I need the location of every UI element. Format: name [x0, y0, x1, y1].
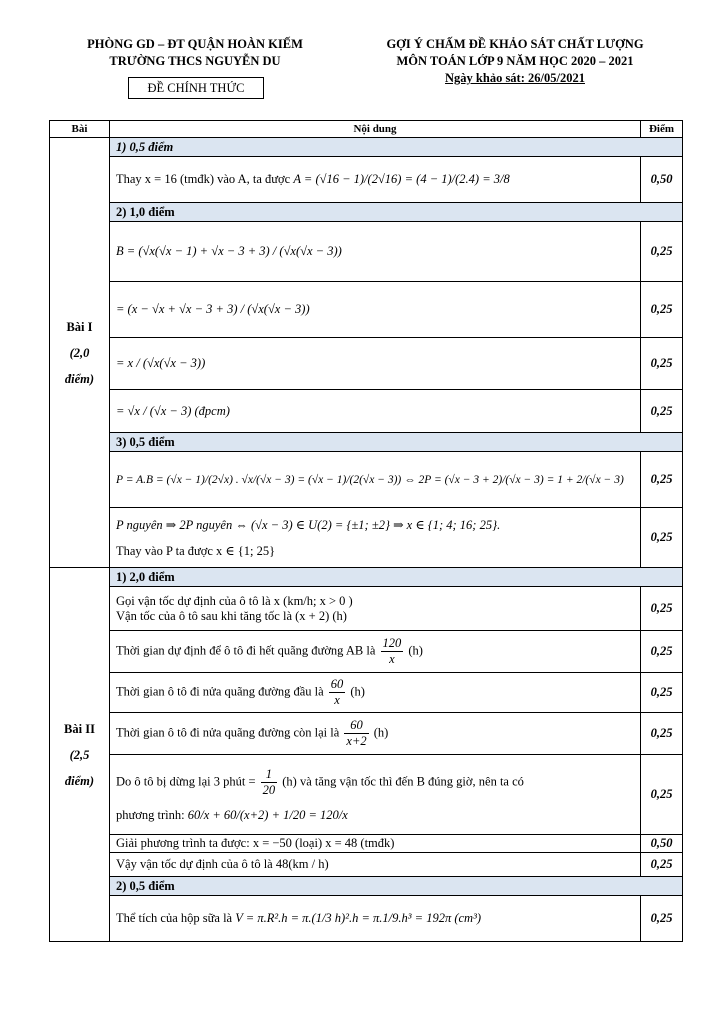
score-cell: 0,50 — [641, 835, 683, 853]
answer-line: Gọi vận tốc dự định của ô tô là x (km/h; x > 0 ) — [116, 593, 353, 608]
equation: = x / (√x(√x − 3)) — [110, 338, 641, 390]
bai2-points: (2,5 — [69, 747, 90, 762]
col-header-score: Điểm — [641, 121, 683, 138]
score-cell: 0,25 — [641, 896, 683, 942]
score-cell: 0,25 — [641, 713, 683, 755]
exam-subject: MÔN TOÁN LỚP 9 NĂM HỌC 2020 – 2021 — [396, 54, 634, 68]
col-header-content: Nội dung — [110, 121, 641, 138]
fraction: $\frac{1}{20}$ — [262, 766, 276, 797]
bai2-points2: điểm) — [64, 773, 95, 788]
fraction: $\frac{60}{x+2}$ — [346, 718, 367, 748]
equation: A = (√16 − 1)/(2√16) = (4 − 1)/(2.4) = 3/8 — [293, 172, 510, 186]
score-cell: 0,25 — [641, 755, 683, 835]
equation: 60/x + 60/(x+2) + 1/20 = 120/x — [187, 807, 348, 822]
score-cell: 0,25 — [641, 673, 683, 713]
answer-cell: Giải phương trình ta được: x = −50 (loại) x = 48 (tmđk) — [110, 835, 641, 853]
score-cell: 0,50 — [641, 157, 683, 203]
score-cell: 0,25 — [641, 222, 683, 282]
school-name: TRƯỜNG THCS NGUYỄN DU — [109, 54, 281, 68]
col-header-bai: Bài — [50, 121, 110, 138]
answer-cell — [110, 508, 641, 568]
score-cell: 0,25 — [641, 282, 683, 338]
answer-line: Vận tốc của ô tô sau khi tăng tốc là (x + 2) (h) — [116, 608, 347, 623]
section-header: 1) 2,0 điểm — [110, 568, 683, 587]
school-header — [40, 36, 350, 70]
equation: B = (√x(√x − 1) + √x − 3 + 3) / (√x(√x − 3)) — [110, 222, 641, 282]
answer-line: Do ô tô bị dừng lại 3 phút = $\frac{1}{20}$ (h) và tăng vận tốc thì đến B đúng giờ, nên ta có — [116, 766, 524, 797]
score-cell: 0,25 — [641, 853, 683, 877]
equation: = (x − √x + √x − 3 + 3) / (√x(√x − 3)) — [110, 282, 641, 338]
fraction: $\frac{120}{x}$ — [382, 636, 402, 666]
exam-title: GỢI Ý CHẤM ĐỀ KHẢO SÁT CHẤT LƯỢNG — [386, 37, 644, 51]
score-cell: 0,25 — [641, 508, 683, 568]
section-header: 3) 0,5 điểm — [110, 433, 683, 452]
answer-cell — [110, 755, 641, 835]
answer-line: Thay vào P ta được x ∈ {1; 25} — [116, 543, 276, 558]
score-cell: 0,25 — [641, 587, 683, 631]
bai2-name: Bài II — [64, 721, 95, 736]
answer-cell: Thời gian dự định để ô tô đi hết quãng đường AB là $\frac{120}{x}$ (h) — [110, 631, 641, 673]
bai1-points: (2,0 — [69, 345, 90, 360]
bai1-points2: điểm) — [64, 371, 95, 386]
answer-line: phương trình: 60/x + 60/(x+2) + 1/20 = 120/x — [116, 807, 348, 822]
department-name: PHÒNG GD – ĐT QUẬN HOÀN KIẾM — [87, 37, 303, 51]
official-badge: ĐỀ CHÍNH THỨC — [128, 77, 264, 99]
bai1-cell — [50, 138, 110, 568]
bai2-cell — [50, 568, 110, 942]
answer-cell: Thể tích của hộp sữa là V = π.R².h = π.(1/3 h)².h = π.1/9.h³ = 192π (cm³) — [110, 896, 641, 942]
section-header: 2) 0,5 điểm — [110, 877, 683, 896]
score-cell: 0,25 — [641, 338, 683, 390]
score-cell: 0,25 — [641, 390, 683, 433]
equation: V = π.R².h = π.(1/3 h)².h = π.1/9.h³ = 192π (cm³) — [235, 911, 481, 925]
section-header: 2) 1,0 điểm — [110, 203, 683, 222]
answer-cell: Thời gian ô tô đi nửa quãng đường còn lại là $\frac{60}{x+2}$ (h) — [110, 713, 641, 755]
answer-cell: Thời gian ô tô đi nửa quãng đường đầu là $\frac{60}{x}$ (h) — [110, 673, 641, 713]
equation: = √x / (√x − 3) (đpcm) — [110, 390, 641, 433]
fraction: $\frac{60}{x}$ — [330, 677, 344, 707]
exam-header — [340, 36, 690, 87]
bai1-name: Bài I — [66, 319, 93, 334]
equation: P = A.B = (√x − 1)/(2√x) . √x/(√x − 3) = (√x − 1)/(2(√x − 3)) ⇔ 2P = (√x − 3 + 2)/(√x − 3) = 1 + 2/(√x − 3) — [110, 452, 641, 508]
score-cell: 0,25 — [641, 452, 683, 508]
answer-cell: Thay x = 16 (tmđk) vào A, ta được A = (√16 − 1)/(2√16) = (4 − 1)/(2.4) = 3/8 — [110, 157, 641, 203]
section-header: 1) 0,5 điểm — [110, 138, 683, 157]
score-cell: 0,25 — [641, 631, 683, 673]
grading-table — [49, 120, 683, 942]
answer-cell — [110, 587, 641, 631]
answer-cell: Vậy vận tốc dự định của ô tô là 48(km / h) — [110, 853, 641, 877]
exam-date: Ngày khảo sát: 26/05/2021 — [445, 71, 585, 85]
answer-line: P nguyên ⇒ 2P nguyên ⇔ (√x − 3) ∈ U(2) = {±1; ±2} ⇒ x ∈ {1; 4; 16; 25}. — [116, 517, 501, 532]
